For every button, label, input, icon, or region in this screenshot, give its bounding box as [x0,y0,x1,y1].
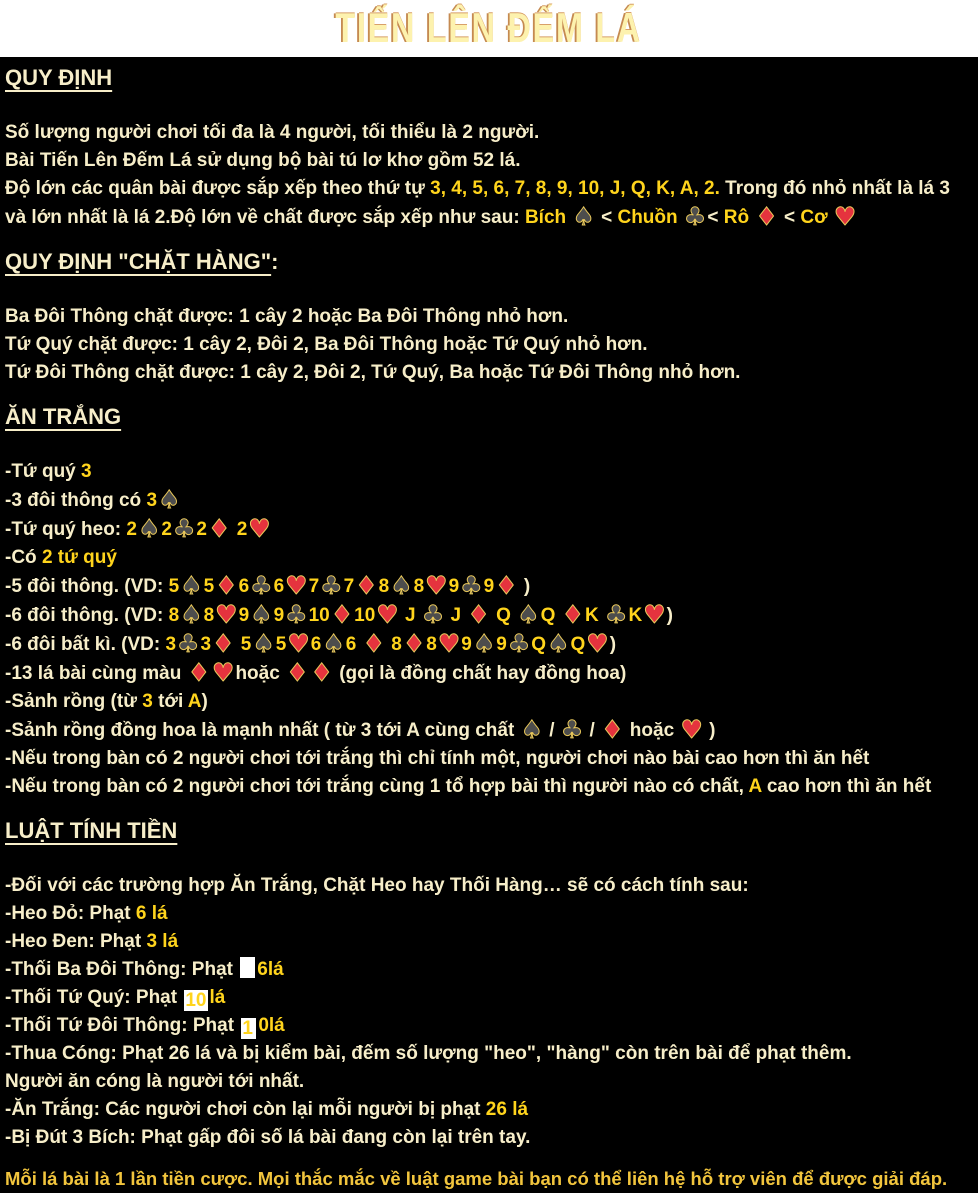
highlight-segment: 2 [126,519,137,540]
diamond-icon: ♦ [755,202,778,231]
club-icon: ♣ [421,600,445,629]
highlight-segment: 10 [308,605,330,626]
diamond-icon: ♦ [330,600,354,629]
club-icon: ♣ [285,600,308,629]
text-line [5,928,978,956]
highlight-segment: 9 [273,605,285,626]
section-heading-suffix: : [271,249,279,274]
spade-icon: ♠ [472,629,496,658]
text-segment: -Bị Đút 3 Bích: Phạt gấp đôi số lá bài đang còn lại trên tay. [5,1127,531,1148]
text-line [5,175,978,203]
text-line [5,458,978,486]
text-line [5,147,978,175]
text-line [5,659,978,688]
text-segment: -Sảnh rồng (từ [5,691,143,712]
text-segment: tới [152,691,188,712]
highlight-segment: Q [531,634,547,655]
diamond-icon: ♦ [208,514,231,543]
text-line [5,1096,978,1124]
highlight-segment: 9 [483,576,495,597]
text-segment: -Thối Tứ Đôi Thông: Phạt [5,1015,240,1036]
spade-icon: ♠ [158,485,181,514]
section-lines [5,458,978,801]
highlight-segment: A [748,776,762,797]
text-segment: -Nếu trong bàn có 2 người chơi tới trắng thì chỉ tính một, người chơi nào bài cao hơn thì ăn hết [5,748,870,769]
text-segment: -Tứ quý [5,461,82,482]
section-luat-tinh-tien [5,817,978,1152]
text-segment: -Heo Đỏ: Phạt [5,903,136,924]
text-line [5,572,978,601]
text-line [5,303,978,331]
text-line [5,1124,978,1152]
highlight-segment: 5 [275,634,287,655]
spade-icon: ♠ [517,600,540,629]
text-segment: -Ăn Trắng: Các người chơi còn lại mỗi người bị phạt [5,1099,486,1120]
diamond-icon: ♦ [310,658,333,687]
text-line [5,900,978,928]
heart-icon: ♥ [586,629,609,658]
spade-icon: ♠ [180,600,203,629]
text-segment: hoặc [624,720,680,741]
highlight-segment: 6 [273,576,285,597]
club-icon: ♣ [173,514,196,543]
highlight-segment: 7 [343,576,355,597]
diamond-icon: ♦ [495,571,518,600]
highlight-segment: 0lá [258,1015,285,1036]
text-line [5,486,978,515]
spade-icon: ♠ [322,629,345,658]
text-segment: ) [703,720,716,741]
highlight-segment: 5 [235,634,252,655]
highlight-segment: 9 [238,605,250,626]
text-line [5,331,978,359]
highlight-segment: Chuồn [617,207,683,228]
diamond-icon: ♦ [561,600,585,629]
spade-icon: ♠ [520,715,543,744]
text-line [5,1040,978,1068]
spade-icon: ♠ [572,202,595,231]
white-highlight-box: 1 [241,1018,256,1039]
highlight-segment: 8 [168,605,180,626]
club-icon: ♣ [507,629,531,658]
spade-icon: ♠ [250,600,273,629]
highlight-segment: 6 [310,634,322,655]
highlight-segment: 3 [146,490,158,511]
text-segment: Người ăn cóng là người tới nhất. [5,1071,305,1092]
highlight-segment: 3 [200,634,212,655]
text-segment: < [707,207,724,228]
text-segment: -Thối Tứ Quý: Phạt [5,987,183,1008]
text-segment: Trong đó nhỏ nhất là lá 3 [719,178,950,199]
highlight-segment: 10 [354,605,376,626]
text-segment: -Heo Đen: Phạt [5,931,147,952]
spade-icon: ♠ [180,571,203,600]
highlight-segment: 8 [426,634,437,655]
text-line [5,601,978,630]
diamond-icon: ♦ [212,629,235,658]
spade-icon: ♠ [547,629,570,658]
text-segment: / [584,720,601,741]
text-segment: -Tứ quý heo: [5,519,127,540]
highlight-segment: 9 [448,576,460,597]
section-lines [5,303,978,387]
heart-icon: ♥ [376,600,399,629]
section-heading [5,248,978,276]
highlight-segment: 8 [378,576,390,597]
section-chat-hang [5,248,978,387]
text-segment: hoặc [235,663,286,684]
text-line [5,359,978,387]
club-icon: ♣ [605,600,628,629]
diamond-icon: ♦ [467,600,490,629]
diamond-icon: ♦ [286,658,309,687]
text-segment: Số lượng người chơi tối đa là 4 người, tối thiểu là 2 người. [5,122,540,143]
highlight-segment: K [585,605,605,626]
highlight-segment: K [628,605,643,626]
highlight-segment: 9 [496,634,507,655]
club-icon: ♣ [683,202,707,231]
heart-icon: ♥ [248,514,271,543]
text-line [5,872,978,900]
text-segment: -3 đôi thông có [5,490,147,511]
text-segment: -Có [5,547,42,568]
text-segment: Tứ Quý chặt được: 1 cây 2, Đôi 2, Ba Đôi Thông hoặc Tứ Quý nhỏ hơn. [5,334,648,355]
section-an-trang [5,403,978,801]
text-segment: -Đối với các trường hợp Ăn Trắng, Chặt Heo hay Thối Hàng… sẽ có cách tính sau: [5,875,749,896]
highlight-segment: 2 [161,519,172,540]
spade-icon: ♠ [252,629,275,658]
heart-icon: ♥ [287,629,310,658]
club-icon: ♣ [250,571,273,600]
text-segment: / [544,720,560,741]
diamond-icon: ♦ [215,571,238,600]
text-segment: Độ lớn các quân bài được sắp xếp theo thứ tự [5,178,431,199]
text-segment: -6 đôi bất kì. (VD: [5,634,166,655]
text-line [5,1068,978,1096]
highlight-segment: Q [540,605,561,626]
white-highlight-box [240,957,255,978]
section-lines [5,119,978,232]
text-segment: -Nếu trong bàn có 2 người chơi tới trắng cùng 1 tổ hợp bài thì người nào có chất, [5,776,749,797]
text-line [5,1012,978,1040]
highlight-segment: Q [490,605,517,626]
highlight-segment: 2 [231,519,248,540]
spade-icon: ♠ [390,571,413,600]
text-segment: và lớn nhất là lá 2.Độ lớn về chất được sắp xếp như sau: [5,207,525,228]
highlight-segment: J [399,605,421,626]
club-icon: ♣ [320,571,343,600]
highlight-segment: Bích [524,207,572,228]
highlight-segment: 6 [238,576,250,597]
section-heading-text: QUY ĐỊNH "CHẶT HÀNG" [5,249,272,274]
text-segment: -6 đôi thông. (VD: [5,605,169,626]
highlight-segment: 2 [196,519,207,540]
highlight-segment: 5 [168,576,180,597]
heart-icon: ♥ [437,629,461,658]
highlight-segment: 8 [203,605,215,626]
highlight-segment: 26 lá [485,1099,529,1120]
text-segment: < [778,207,801,228]
text-line [5,119,978,147]
text-segment: ) [518,576,531,597]
highlight-segment: 3 [142,691,153,712]
highlight-segment: lá [209,987,226,1008]
highlight-segment: 6lá [257,959,284,980]
highlight-segment: 7 [308,576,320,597]
diamond-icon: ♦ [187,658,211,687]
highlight-segment: Q [570,634,586,655]
section-heading [5,403,978,431]
text-segment: ) [201,691,208,712]
text-line [5,745,978,773]
section-heading [5,64,978,92]
text-segment: -5 đôi thông. (VD: [5,576,169,597]
highlight-segment: 6 [345,634,362,655]
heart-icon: ♥ [285,571,308,600]
highlight-segment: 5 [203,576,215,597]
rules-content [0,57,978,1193]
text-segment: ) [666,605,673,626]
text-line [5,688,978,716]
highlight-segment: Cơ [800,207,833,228]
spade-icon: ♠ [138,514,161,543]
section-heading [5,817,978,845]
heart-icon: ♥ [680,715,703,744]
text-line [5,716,978,745]
white-highlight-box: 10 [185,990,207,1011]
highlight-segment: 6 lá [135,903,168,924]
text-line [5,956,978,984]
text-line [5,203,978,232]
highlight-segment: J [445,605,467,626]
highlight-segment: 8 [386,634,402,655]
text-segment: (gọi là đồng chất hay đồng hoa) [333,663,627,684]
heart-icon: ♥ [212,658,235,687]
text-segment: -Thối Ba Đôi Thông: Phạt [5,959,239,980]
text-line [5,984,978,1012]
text-line [5,544,978,572]
highlight-segment: 3 [81,461,92,482]
heart-icon: ♥ [833,202,857,231]
section-heading-text: QUY ĐỊNH [5,65,113,90]
text-segment: Bài Tiến Lên Đếm Lá sử dụng bộ bài tú lơ khơ gồm 52 lá. [5,150,521,171]
text-segment: Ba Đôi Thông chặt được: 1 cây 2 hoặc Ba Đôi Thông nhỏ hơn. [5,306,569,327]
text-segment: cao hơn thì ăn hết [761,776,932,797]
highlight-segment: 8 [413,576,425,597]
text-segment: -Sảnh rồng đồng hoa là mạnh nhất ( từ 3 tới A cùng chất [5,720,520,741]
title-band [0,0,978,57]
text-line [5,515,978,544]
text-segment: < [595,207,618,228]
page-title: TIẾN LÊN ĐẾM LÁ [335,4,643,51]
highlight-segment: A [187,691,202,712]
club-icon: ♣ [177,629,200,658]
diamond-icon: ♦ [601,715,624,744]
diamond-icon: ♦ [362,629,386,658]
section-quy-dinh [5,64,978,232]
text-segment: -13 lá bài cùng màu [5,663,187,684]
highlight-segment: Rô [723,207,755,228]
heart-icon: ♥ [643,600,666,629]
text-line [5,773,978,801]
club-icon: ♣ [460,571,483,600]
highlight-segment: 2 tứ quý [41,547,117,568]
footer-note: Mỗi lá bài là 1 lần tiền cược. Mọi thắc mắc về luật game bài bạn có thể liên hệ hỗ trợ viên để được giải đáp. [5,1168,948,1189]
text-segment: ) [609,634,617,655]
highlight-segment: 3 lá [146,931,179,952]
club-icon: ♣ [560,715,584,744]
highlight-segment: 9 [461,634,472,655]
text-segment: -Thua Cóng: Phạt 26 lá và bị kiểm bài, đếm số lượng "heo", "hàng" còn trên bài để phạt thêm. [5,1043,852,1064]
highlight-segment: 3 [165,634,177,655]
section-heading-text: LUẬT TÍNH TIỀN [5,818,178,843]
section-lines [5,872,978,1152]
diamond-icon: ♦ [355,571,378,600]
section-heading-text: ĂN TRẮNG [5,404,122,429]
highlight-segment: 3, 4, 5, 6, 7, 8, 9, 10, J, Q, K, A, 2. [430,178,720,199]
text-line [5,630,978,659]
heart-icon: ♥ [215,600,238,629]
text-segment: Tứ Đôi Thông chặt được: 1 cây 2, Đôi 2, Tứ Quý, Ba hoặc Tứ Đôi Thông nhỏ hơn. [5,362,741,383]
diamond-icon: ♦ [402,629,426,658]
heart-icon: ♥ [425,571,448,600]
